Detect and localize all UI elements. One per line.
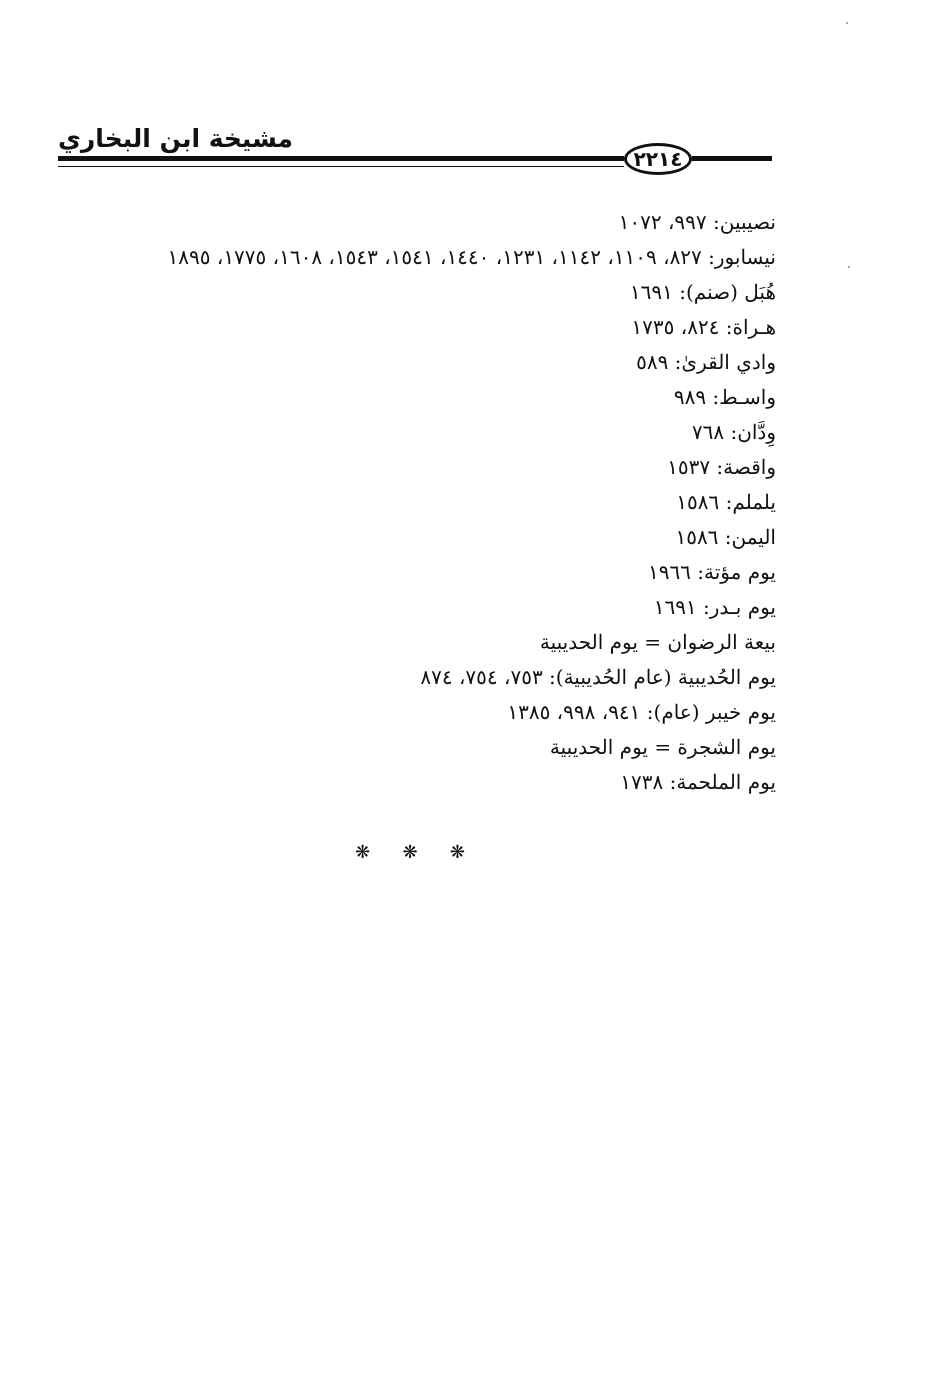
header-rule-left-thin (58, 166, 624, 167)
asterism-star: ❋ (402, 842, 418, 863)
scan-speck (848, 266, 850, 268)
index-entry: هُبَل (صنم): ١٦٩١ (629, 280, 776, 304)
header-rule-right-thick (692, 156, 772, 161)
scan-speck (846, 22, 848, 24)
index-entry: يوم الحُديبية (عام الحُديبية): ٧٥٣، ٧٥٤، ٨٧٤ (420, 665, 776, 689)
asterism-star: ❋ (355, 842, 371, 863)
place-index-list (56, 205, 776, 800)
running-header (58, 118, 772, 178)
asterism-star: ❋ (449, 842, 465, 863)
index-entry: بيعة الرضوان = يوم الحديبية (539, 630, 776, 654)
index-entry: يوم الشجرة = يوم الحديبية (549, 735, 776, 759)
index-entry: اليمن: ١٥٨٦ (675, 525, 776, 549)
end-of-section-marker (355, 842, 465, 863)
index-entry: واقصة: ١٥٣٧ (667, 455, 776, 479)
index-entry: وِدَّان: ٧٦٨ (691, 420, 776, 444)
index-entry: نيسابور: ٨٢٧، ١١٠٩، ١١٤٢، ١٢٣١، ١٤٤٠، ١٥٤١، ١٥٤٣، ١٦٠٨، ١٧٧٥، ١٨٩٥ (167, 245, 776, 269)
index-entry: نصيبين: ٩٩٧، ١٠٧٢ (618, 210, 776, 234)
index-entry: هـراة: ٨٢٤، ١٧٣٥ (631, 315, 776, 339)
index-entry: يوم بـدر: ١٦٩١ (653, 595, 776, 619)
header-rule-left-thick (58, 156, 624, 161)
index-entry: يوم مؤتة: ١٩٦٦ (647, 560, 776, 584)
index-entry: يوم الملحمة: ١٧٣٨ (620, 770, 776, 794)
index-entry: وادي القرىٰ: ٥٨٩ (636, 350, 776, 374)
book-title: مشيخة ابن البخاري (58, 124, 294, 153)
index-entry: واسـط: ٩٨٩ (673, 385, 776, 409)
index-entry: يوم خيبر (عام): ٩٤١، ٩٩٨، ١٣٨٥ (507, 700, 776, 724)
index-entry: يلملم: ١٥٨٦ (676, 490, 776, 514)
page-number: ٢٢١٤ (624, 143, 692, 175)
